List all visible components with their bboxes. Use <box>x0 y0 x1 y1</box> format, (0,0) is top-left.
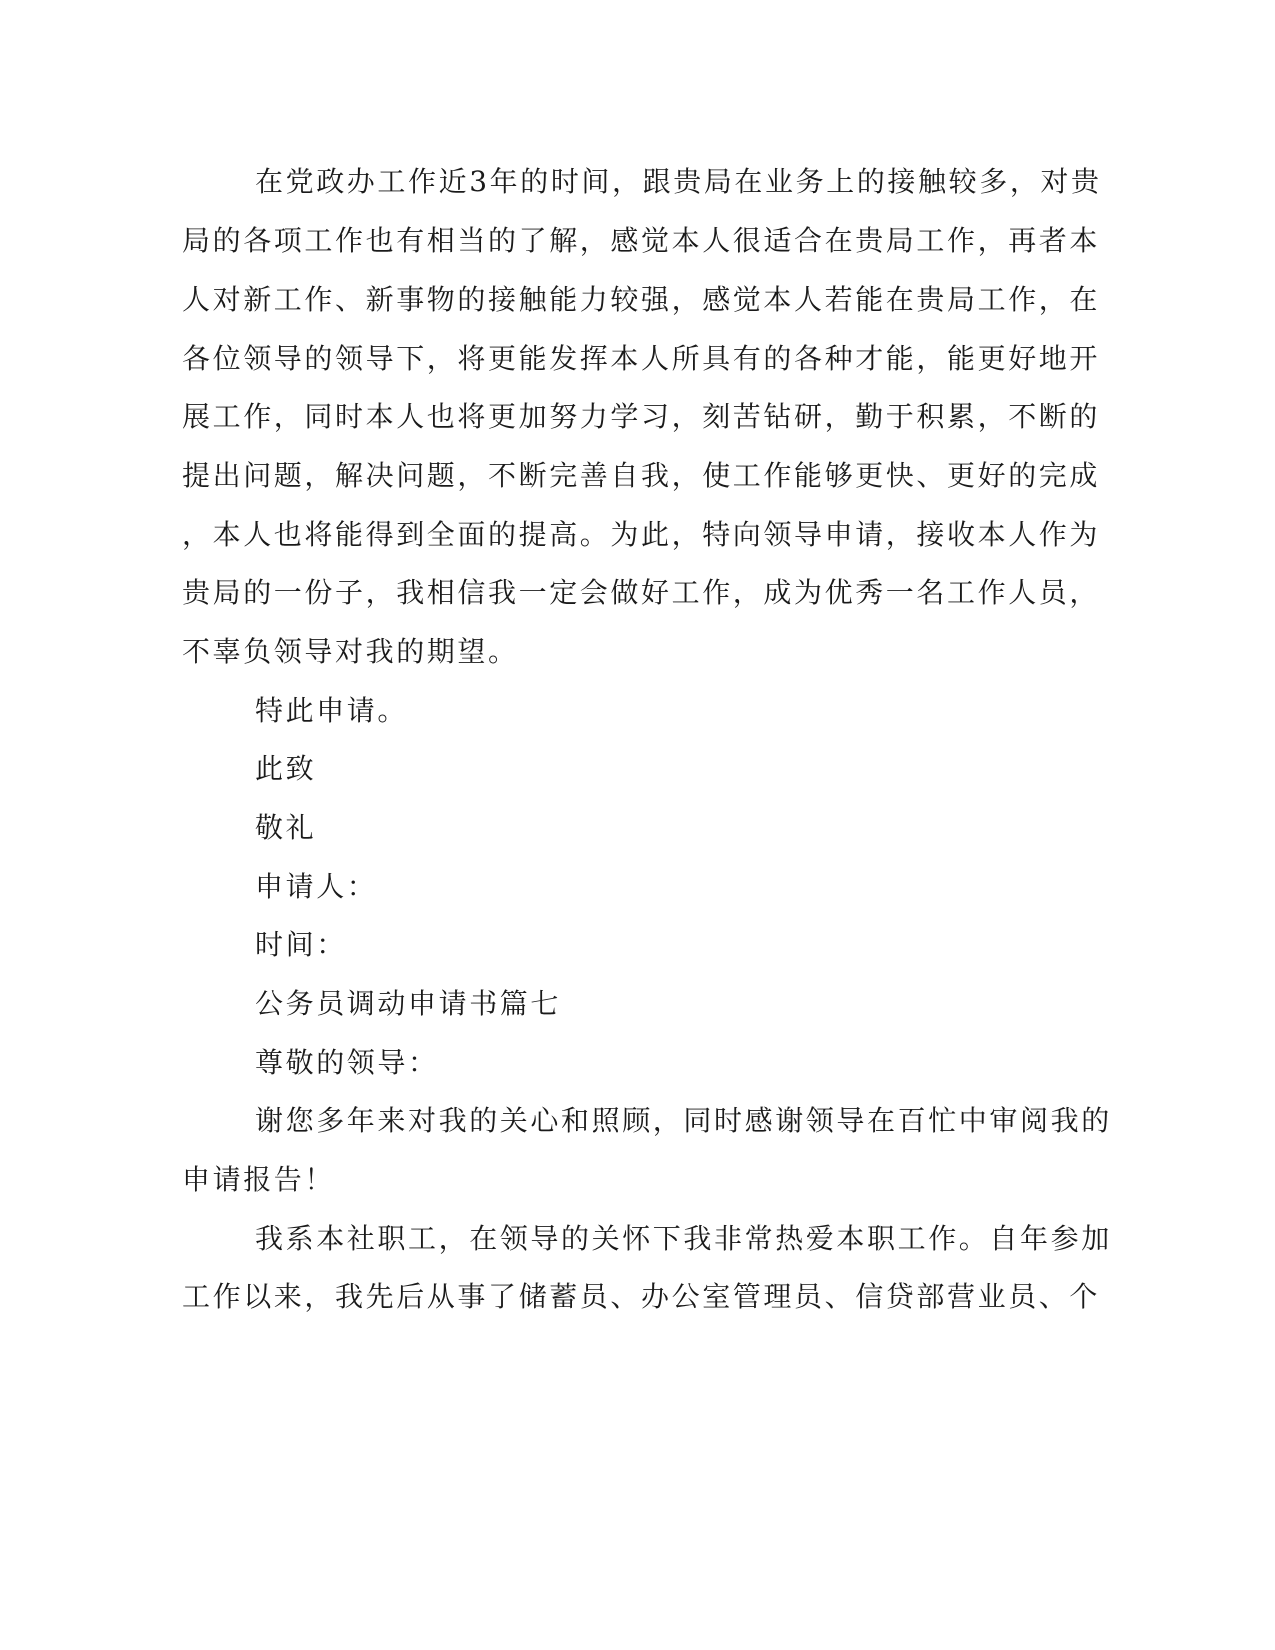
paragraph-3-line-1: 我系本社职工，在领导的关怀下我非常热爱本职工作。自年参加 <box>255 1222 1112 1255</box>
paragraph-1-line-3: 人对新工作、新事物的接触能力较强，感觉本人若能在贵局工作，在 <box>182 283 1101 316</box>
paragraph-1-line-6: 提出问题，解决问题，不断完善自我，使工作能够更快、更好的完成 <box>182 459 1101 492</box>
paragraph-1-line-7: ，本人也将能得到全面的提高。为此，特向领导申请，接收本人作为 <box>182 518 1101 551</box>
time-label: 时间： <box>255 928 347 961</box>
closing-request: 特此申请。 <box>255 694 409 727</box>
paragraph-1-line-9: 不辜负领导对我的期望。 <box>182 635 519 668</box>
paragraph-2-line-2: 申请报告！ <box>182 1163 336 1196</box>
applicant-label: 申请人： <box>255 870 378 903</box>
paragraph-1-line-1: 在党政办工作近3年的时间，跟贵局在业务上的接触较多，对贵 <box>255 165 1102 198</box>
salutation-cizhi: 此致 <box>255 752 317 785</box>
section-heading: 公务员调动申请书篇七 <box>255 987 562 1020</box>
paragraph-1-line-2: 局的各项工作也有相当的了解，感觉本人很适合在贵局工作，再者本 <box>182 224 1101 257</box>
paragraph-1-line-4: 各位领导的领导下，将更能发挥本人所具有的各种才能，能更好地开 <box>182 342 1101 375</box>
paragraph-1-line-5: 展工作，同时本人也将更加努力学习，刻苦钻研，勤于积累，不断的 <box>182 400 1101 433</box>
salutation-jingli: 敬礼 <box>255 811 317 844</box>
paragraph-1-line-8: 贵局的一份子，我相信我一定会做好工作，成为优秀一名工作人员， <box>182 576 1101 609</box>
paragraph-2-line-1: 谢您多年来对我的关心和照顾，同时感谢领导在百忙中审阅我的 <box>255 1104 1112 1137</box>
greeting: 尊敬的领导： <box>255 1046 439 1079</box>
paragraph-3-line-2: 工作以来，我先后从事了储蓄员、办公室管理员、信贷部营业员、个 <box>182 1280 1101 1313</box>
